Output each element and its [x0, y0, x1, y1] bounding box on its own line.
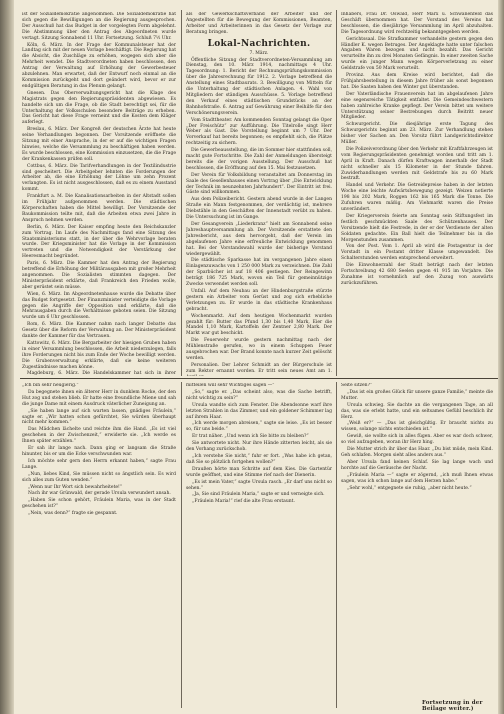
news-column-1: [22, 12, 176, 376]
article: Die Gewerbeausstellung, die im Sommer hier stattfinden soll, macht gute Fortschritte. Die Zahl der Anmeldungen übersteigt bereits die der vorigen Ausstellung. Der Ausschuß hat beschlossen, die Eröffnung auf den 15. Mai festzusetzen.: [186, 148, 332, 171]
news-column-2: [186, 12, 332, 376]
article: Unfall. Auf dem Neubau an der Hindenburgstraße stürzte gestern ein Arbeiter vom Gerüst und zog sich erhebliche Verletzungen zu. Er wurde in das städtische Krankenhaus gebracht.: [186, 288, 332, 312]
article: Köln, 6. März. In der Frage der Kommunalsteuer hat der Landtag sich mit der neuen Vorlage beschäftigt. Die Regierung hat die Absicht, die Zuschläge zu erhöhen, wogegen sich aber die Mehrheit wendet. Die Stadtverordneten haben beschlossen, den Antrag der Verwaltung auf Erhöhung der Gewerbesteuer abzulehnen. Man erwartet, daß der Entwurf noch einmal an die Kommission zurückgeht und dort geändert wird, bevor er zur endgültigen Beratung in das Plenum gelangt.: [22, 42, 176, 89]
serial-paragraph: „Haben Sie schon gehört, Fräulein Maria, was in der Stadt geschehen ist?“: [22, 498, 176, 510]
binding-gutter: [0, 0, 14, 714]
article: Breslau, 6. März. Der Kongreß der deutschen Ärzte hat heute seine Verhandlungen begonnen. Der Vorsitzende eröffnete die Sitzung mit einer Ansprache, in der er auf die wichtigen Fragen hinwies, welche die Versammlung zu beschäftigen haben werden. Es wurde beschlossen, eine Kommission einzusetzen, die die Frage der Krankenkassen prüfen soll.: [22, 127, 176, 162]
serial-paragraph: „Ich werde morgen abreisen,“ sagte sie leise. „Es ist besser so, für uns beide.“: [186, 421, 332, 433]
serial-paragraph: Er sah ihr lange nach. Dann ging er langsam die Straße hinunter, bis er um die Ecke verschwunden war.: [22, 446, 176, 457]
serial-paragraph: „Wenn nur Ihr Wort sich bewahrheitete!“: [28, 484, 123, 490]
article: Öffentliche Sitzung der Stadtverordneten-Versammlung am Dienstag, den 10. März 1914, nachmittags 4 Uhr. Tagesordnung: 1. Bericht der Rechnungsprüfungskommission über die Jahresrechnung für 1912. 2. Vorlage betreffend die Anstellung eines Stadtbaurats. 3. Bewilligung von Mitteln für die Unterhaltung der städtischen Anlagen. 4. Wahl von Mitgliedern der ständigen Ausschüsse. 5. Vorlage betreffend den Verkauf eines städtischen Grundstücks an der Bahnhofstraße. 6. Antrag auf Gewährung einer Beihilfe für den Verschönerungsverein.: [186, 57, 332, 116]
serial-column-3: [341, 383, 493, 695]
article: Wochenmarkt. Auf dem heutigen Wochenmarkt wurden gezahlt für: Butter das Pfund 1,30 bis 1,40 Mark, Eier die Mandel 1,10 Mark, Kartoffeln der Zentner 2,80 Mark. Der Markt war gut beschickt.: [186, 313, 332, 337]
article: Schwurgericht. Die diesjährige erste Tagung des Schwurgerichts beginnt am 23. März. Zur Verhandlung stehen bisher vier Sachen an. Den Vorsitz führt Landgerichtsdirektor Müller.: [341, 122, 493, 146]
article: Die Polizeiverordnung über den Verkehr mit Kraftfahrzeugen ist vom Regierungspräsidenten genehmigt worden und tritt am 1. April in Kraft. Danach dürfen Kraftwagen innerhalb der Stadt nicht schneller als 15 Kilometer in der Stunde fahren. Zuwiderhandlungen werden mit Geldstrafe bis zu 60 Mark bestraft.: [341, 146, 493, 182]
serial-paragraph: mitteilen will sehr Wichtiges sagen —“: [186, 383, 275, 388]
feuilleton-separator: [20, 378, 498, 379]
serial-paragraph: Ich möchte sehr gern den Herrn erkannt haben,“ sagte Frau Lange.: [22, 458, 176, 470]
article: Rom, 6. März. Die Kammer nahm nach langer Debatte das Gesetz über die Reform der Verwaltung an. Der Ministerpräsident dankte der Kammer für das Vertrauen.: [22, 322, 176, 340]
news-column-3: [341, 12, 493, 376]
serial-paragraph: „Sehr wohl,“ entgegnete sie ruhig, „aber nicht heute.“: [347, 485, 472, 491]
serial-paragraph: „Weiß er?“ — „Das ist gleichgültig. Er braucht nichts zu wissen, solange nichts entschieden ist.“: [341, 421, 493, 433]
serial-paragraph: Aber Ursula fand keinen Schlaf. Sie lag lange wach und horchte auf die Geräusche der Nacht.: [341, 459, 493, 471]
serial-paragraph: Nach ihr war Grünwald, der gerade Ursula verwundert ansah.: [28, 491, 171, 497]
article: Provinz. Aus dem Kreise wird berichtet, daß die Frühjahrsbestellung in diesem Jahre früher als sonst begonnen hat. Die Saaten haben den Winter gut überstanden.: [341, 73, 493, 90]
serial-paragraph: Ursula wandte sich zum Fenster. Die Abendsonne warf ihre letzten Strahlen in das Zimmer, und ein goldener Schimmer lag auf ihrem Haar.: [186, 402, 332, 420]
article: Aus dem Polizeibericht. Gestern abend wurde in der Langen Straße ein Mann festgenommen, der verdächtig ist, mehrere Diebstähle in den Geschäften der Innenstadt verübt zu haben. Die Untersuchung ist im Gange.: [186, 197, 332, 221]
continuation-note: Fortsetzung in der Beilage weiter.): [422, 700, 483, 712]
serial-paragraph: Er trat näher. „Und wenn ich Sie bitte zu bleiben?“: [192, 434, 309, 440]
serial-paragraph: Ursula schwieg. Sie dachte an die vergangenen Tage, an all das, was sie erlebt hatte, und ein seltsames Gefühl beschlich ihr Herz.: [341, 402, 493, 420]
article: Der Vaterländische Frauenverein hat im abgelaufenen Jahre eine segensreiche Tätigkeit entfaltet. Die Gemeindeschwestern haben zahlreiche Kranke gepflegt. Der Verein bittet um weitere Unterstützung seiner Bestrebungen durch Beitritt neuer Mitglieder.: [341, 91, 493, 121]
column-rule: [336, 10, 337, 376]
section-headline: Lokal-Nachrichten.: [207, 38, 311, 49]
article: Berlin, 6. März. Der Kaiser empfing heute den Reichskanzler zum Vortrag. Im Laufe des Nachmittags fand eine Sitzung des Staatsministeriums statt, in der über die Wehrvorlage beraten wurde. Der Kriegsminister hat die Vorlage in der Kommission vertreten und die Notwendigkeit der Verstärkung der Heeresmacht begründet.: [22, 224, 176, 260]
article: Die städtische Sparkasse hat im vergangenen Jahre einen Einlagenzuwachs von 1 250 000 Mark zu verzeichnen. Die Zahl der Sparbücher ist auf 18 406 gestiegen. Der Reingewinn beträgt 186 725 Mark, wovon ein Teil für gemeinnützige Zwecke verwendet werden soll.: [186, 258, 332, 288]
article: Gerichtssaal. Die Strafkammer verhandelte gestern gegen den Händler K. wegen Betruges. Der Angeklagte hatte unter falschen Angaben Waren bezogen und nicht bezahlt. Das Gericht verurteilte ihn zu drei Monaten Gefängnis. In einer zweiten Sache wurde ein junger Mann wegen Körperverletzung zu einer Geldstrafe von 50 Mark verurteilt.: [341, 36, 493, 72]
serial-column-1: [22, 383, 176, 705]
column-rule: [336, 382, 337, 708]
serial-paragraph: „Ich verstehe Sie nicht,“ fuhr er fort. „Was habe ich getan, daß Sie so plötzlich fortgehen wollen?“: [186, 453, 332, 465]
serial-paragraph: Die Mutter strich ihr über das Haar. „Du bist müde, mein Kind. Geh schlafen. Morgen sieht alles anders aus.“: [341, 447, 493, 458]
column-rule: [181, 10, 182, 376]
serial-paragraph: Das Mädchen lächelte und reichte ihm die Hand. „Es ist viel geschehen in der Zwischenzeit,“ erwiderte sie. „Ich werde es Ihnen später erzählen.“: [22, 427, 176, 445]
article: Handel und Verkehr. Die Getreidepreise haben in der letzten Woche eine leichte Aufwärtsbewegung gezeigt. Weizen notierte 198 bis 202 Mark, Roggen 162 bis 165 Mark die Tonne. Die Zufuhren waren mäßig. Am Viehmarkt waren die Preise unverändert.: [341, 183, 493, 212]
article: Personalien. Der Lehrer Schmidt an der Bürgerschule ist zum Rektor ernannt worden. Er tritt sein neues Amt am 1.: [186, 362, 332, 374]
serial-paragraph: „Fräulein Maria —“ sagte er zögernd, „ich muß Ihnen etwas sagen, was ich schon lange auf dem Herzen habe.“: [341, 472, 493, 484]
article: Von der Post. Vom 1. April ab wird die Postagentur in der Vorstadt in ein Postamt dritter Klasse umgewandelt. Die Schalterstunden werden entsprechend erweitert.: [341, 244, 493, 262]
article: Frankfurt a. M. Die Kanalisationsarbeiten in der Altstadt sollen im Frühjahr aufgenommen werden. Die städtischen Körperschaften haben die Mittel bewilligt. Der Vorsitzende der Baukommission teilte mit, daß die Arbeiten etwa zwei Jahre in Anspruch nehmen werden.: [22, 194, 176, 223]
article: Die Feuerwehr wurde gestern nachmittag nach der Mühlenstraße gerufen, wo in einem Schuppen Feuer ausgebrochen war. Der Brand konnte nach kurzer Zeit gelöscht werden.: [186, 338, 332, 361]
serial-paragraph: Sie antwortete nicht. Nur ihre Hände zitterten leicht, als sie den Vorhang zurückschob.: [186, 441, 332, 453]
serial-paragraph: „Sie haben lange auf sich warten lassen, gnädiges Fräulein,“ sagte er. „Wir hatten schon gefürchtet, Sie würden überhaupt nicht mehr kommen.“: [22, 408, 176, 426]
article: Wien, 6. März. Im Abgeordnetenhause wurde die Debatte über das Budget fortgesetzt. Der Finanzminister verteidigte die Vorlage gegen die Angriffe der Opposition und erklärte, daß die Mehrausgaben durch die Verhältnisse geboten seien. Die Sitzung wurde um 6 Uhr geschlossen.: [22, 291, 176, 321]
article: Die Einwohnerzahl der Stadt beträgt nach der letzten Fortschreibung 42 680 Seelen gegen 41 915 im Vorjahre. Die Zunahme ist vornehmlich auf den Zuzug von auswärts zurückzuführen.: [341, 263, 493, 286]
article: als der Gewerkschaftsverband der Arbeiter und der Angestellten für die Bewegung der Kommissionen, Beamten, Arbeiter und Arbeiterinnen in das Gesetz der Vorlage zur Beratung bringen.: [186, 12, 332, 35]
column-rule: [181, 382, 182, 708]
serial-paragraph: „Ja, Sie sind Fräulein Maria,“ sagte er und verneigte sich.: [192, 492, 325, 498]
article: Der Verein für Volksbildung veranstaltet am Donnerstag im Saale des Gesellenhauses einen Vortrag über „Die Entwicklung der Technik im neunzehnten Jahrhundert“. Der Eintritt ist frei. Gäste sind willkommen.: [186, 172, 332, 196]
serial-paragraph: „So,“ sagte er. „Das scheint also, was die Sache betrifft, nicht wichtig zu sein?“: [186, 389, 332, 401]
serial-paragraph: „Fräulein Maria!“ rief die alte Frau erstaunt.: [192, 499, 295, 505]
serial-paragraph: „Ich bin sehr neugierig.“: [22, 383, 79, 388]
serial-paragraph: „Das ist ein großes Glück für unsere ganze Familie,“ meinte die Mutter.: [341, 389, 493, 401]
article: Cottbus, 6. März. Die Tarifverhandlungen in der Textilindustrie sind gescheitert. Die Arbeitgeber lehnten die Forderungen der Arbeiter ab, die eine Erhöhung der Löhne um zehn Prozent verlangten. Es ist nicht ausgeschlossen, daß es zu einem Ausstand kommt.: [22, 163, 176, 193]
article: Vom Stadttheater. Am kommenden Sonntag gelangt die Oper „Der Freischütz“ zur Aufführung. Die Titelrolle singt Herr Weber als Gast. Die Vorstellung beginnt um 7 Uhr. Der Vorverkauf hat bereits begonnen; es empfiehlt sich, die Plätze rechtzeitig zu sichern.: [186, 117, 332, 147]
serial-paragraph: Seite sitzen?“: [341, 383, 373, 388]
serial-paragraph: „Es ist mein Vater,“ sagte Ursula rasch. „Er darf uns nicht so sehen.“: [186, 479, 332, 491]
article: Kattowitz, 6. März. Die Bergarbeiter der hiesigen Gruben haben in einer Versammlung beschlossen, die Arbeit niederzulegen, falls ihre Forderungen nicht bis zum Ende der Woche bewilligt werden. Die Grubenverwaltung erklärte, daß sie keine weiteren Zugeständnisse machen könne.: [22, 340, 176, 370]
serial-paragraph: Gewiß, sie wollte sich in alles fügen. Aber es war doch schwer, so viel aufzugeben, woran ihr Herz hing.: [341, 434, 493, 446]
serial-paragraph: Draußen hörte man Schritte auf dem Kies. Die Gartentür wurde geöffnet, und eine Stimme rief nach der Dienerin.: [186, 466, 332, 478]
serial-paragraph: Da begegnete ihnen ein älterer Herr in dunklem Rocke, der den Hut zog und stehen blieb. Er hatte eine freundliche Miene und sah die junge Dame mit einem Ausdruck väterlicher Zuneigung an.: [22, 389, 176, 407]
article: ist der Sozialdemokratie angenommen. Die Sozialdemokratie hat sich gegen die Bewilligungen an die Regierung ausgesprochen. Der Ausschuß hat das Budget in der vorgelegten Form abgelehnt. Die Abstimmung über den Antrag des Abgeordneten wurde vertagt. Sitzung Sonnabend 11 Uhr. Fortsetzung. Schluß 7½ Uhr.: [22, 12, 176, 41]
section-date: 7. März.: [249, 50, 269, 56]
article: Der Gesangverein „Liederkranz“ hielt am Sonnabend seine Jahreshauptversammlung ab. Der Vorsitzende erstattete den Jahresbericht, aus dem hervorgeht, daß der Verein im abgelaufenen Jahre eine erfreuliche Entwicklung genommen hat. Bei der Vorstandswahl wurde der bisherige Vorstand wiedergewählt.: [186, 222, 332, 257]
page-edge: [498, 0, 504, 714]
article: Gnesen. Das Oberverwaltungsgericht hat die Klage des Magistrats gegen den Regierungspräsidenten abgewiesen. Es handelte sich um die Frage, ob die Stadt berechtigt sei, für die Unterhaltung der Volksschulen besondere Beiträge zu erheben. Das Gericht hat diese Frage verneint und die Kosten dem Kläger auferlegt.: [22, 90, 176, 126]
article: Paris, 6. März. Die Kammer hat den Antrag der Regierung betreffend die Erhöhung der Militärausgaben mit großer Mehrheit angenommen. Die Sozialisten stimmten dagegen. Der Ministerpräsident erklärte, daß Frankreich den Frieden wolle, aber gerüstet sein müsse.: [22, 261, 176, 290]
article: Magdeburg, 6. März. Die Handelskammer hat sich in ihrer: [27, 371, 176, 376]
serial-paragraph: „Nein, was denn?“ fragte sie gespannt.: [28, 511, 118, 517]
article: Inhabers, Frau Dr. Oswald, Herr Marx u. Schwanenfeld das Geschäft übernommen hat. Der Vorstand des Vereins hat beschlossen, die diesjährige Versammlung im April abzuhalten. Die Tagesordnung wird rechtzeitig bekanntgegeben werden.: [341, 12, 493, 35]
serial-paragraph: „Nun, liebes Kind, Sie müssen nicht so ängstlich sein. Es wird sich alles zum Guten wenden.“: [22, 471, 176, 483]
article: Der Kriegerverein feierte am Sonntag sein Stiftungsfest im festlich geschmückten Saale des Schützenhauses. Der Vorsitzende hielt die Festrede, in der er der Verdienste der alten Soldaten gedachte. Ein Ball hielt die Teilnehmer bis in die Morgenstunden zusammen.: [341, 213, 493, 243]
serial-column-2: [186, 383, 332, 705]
